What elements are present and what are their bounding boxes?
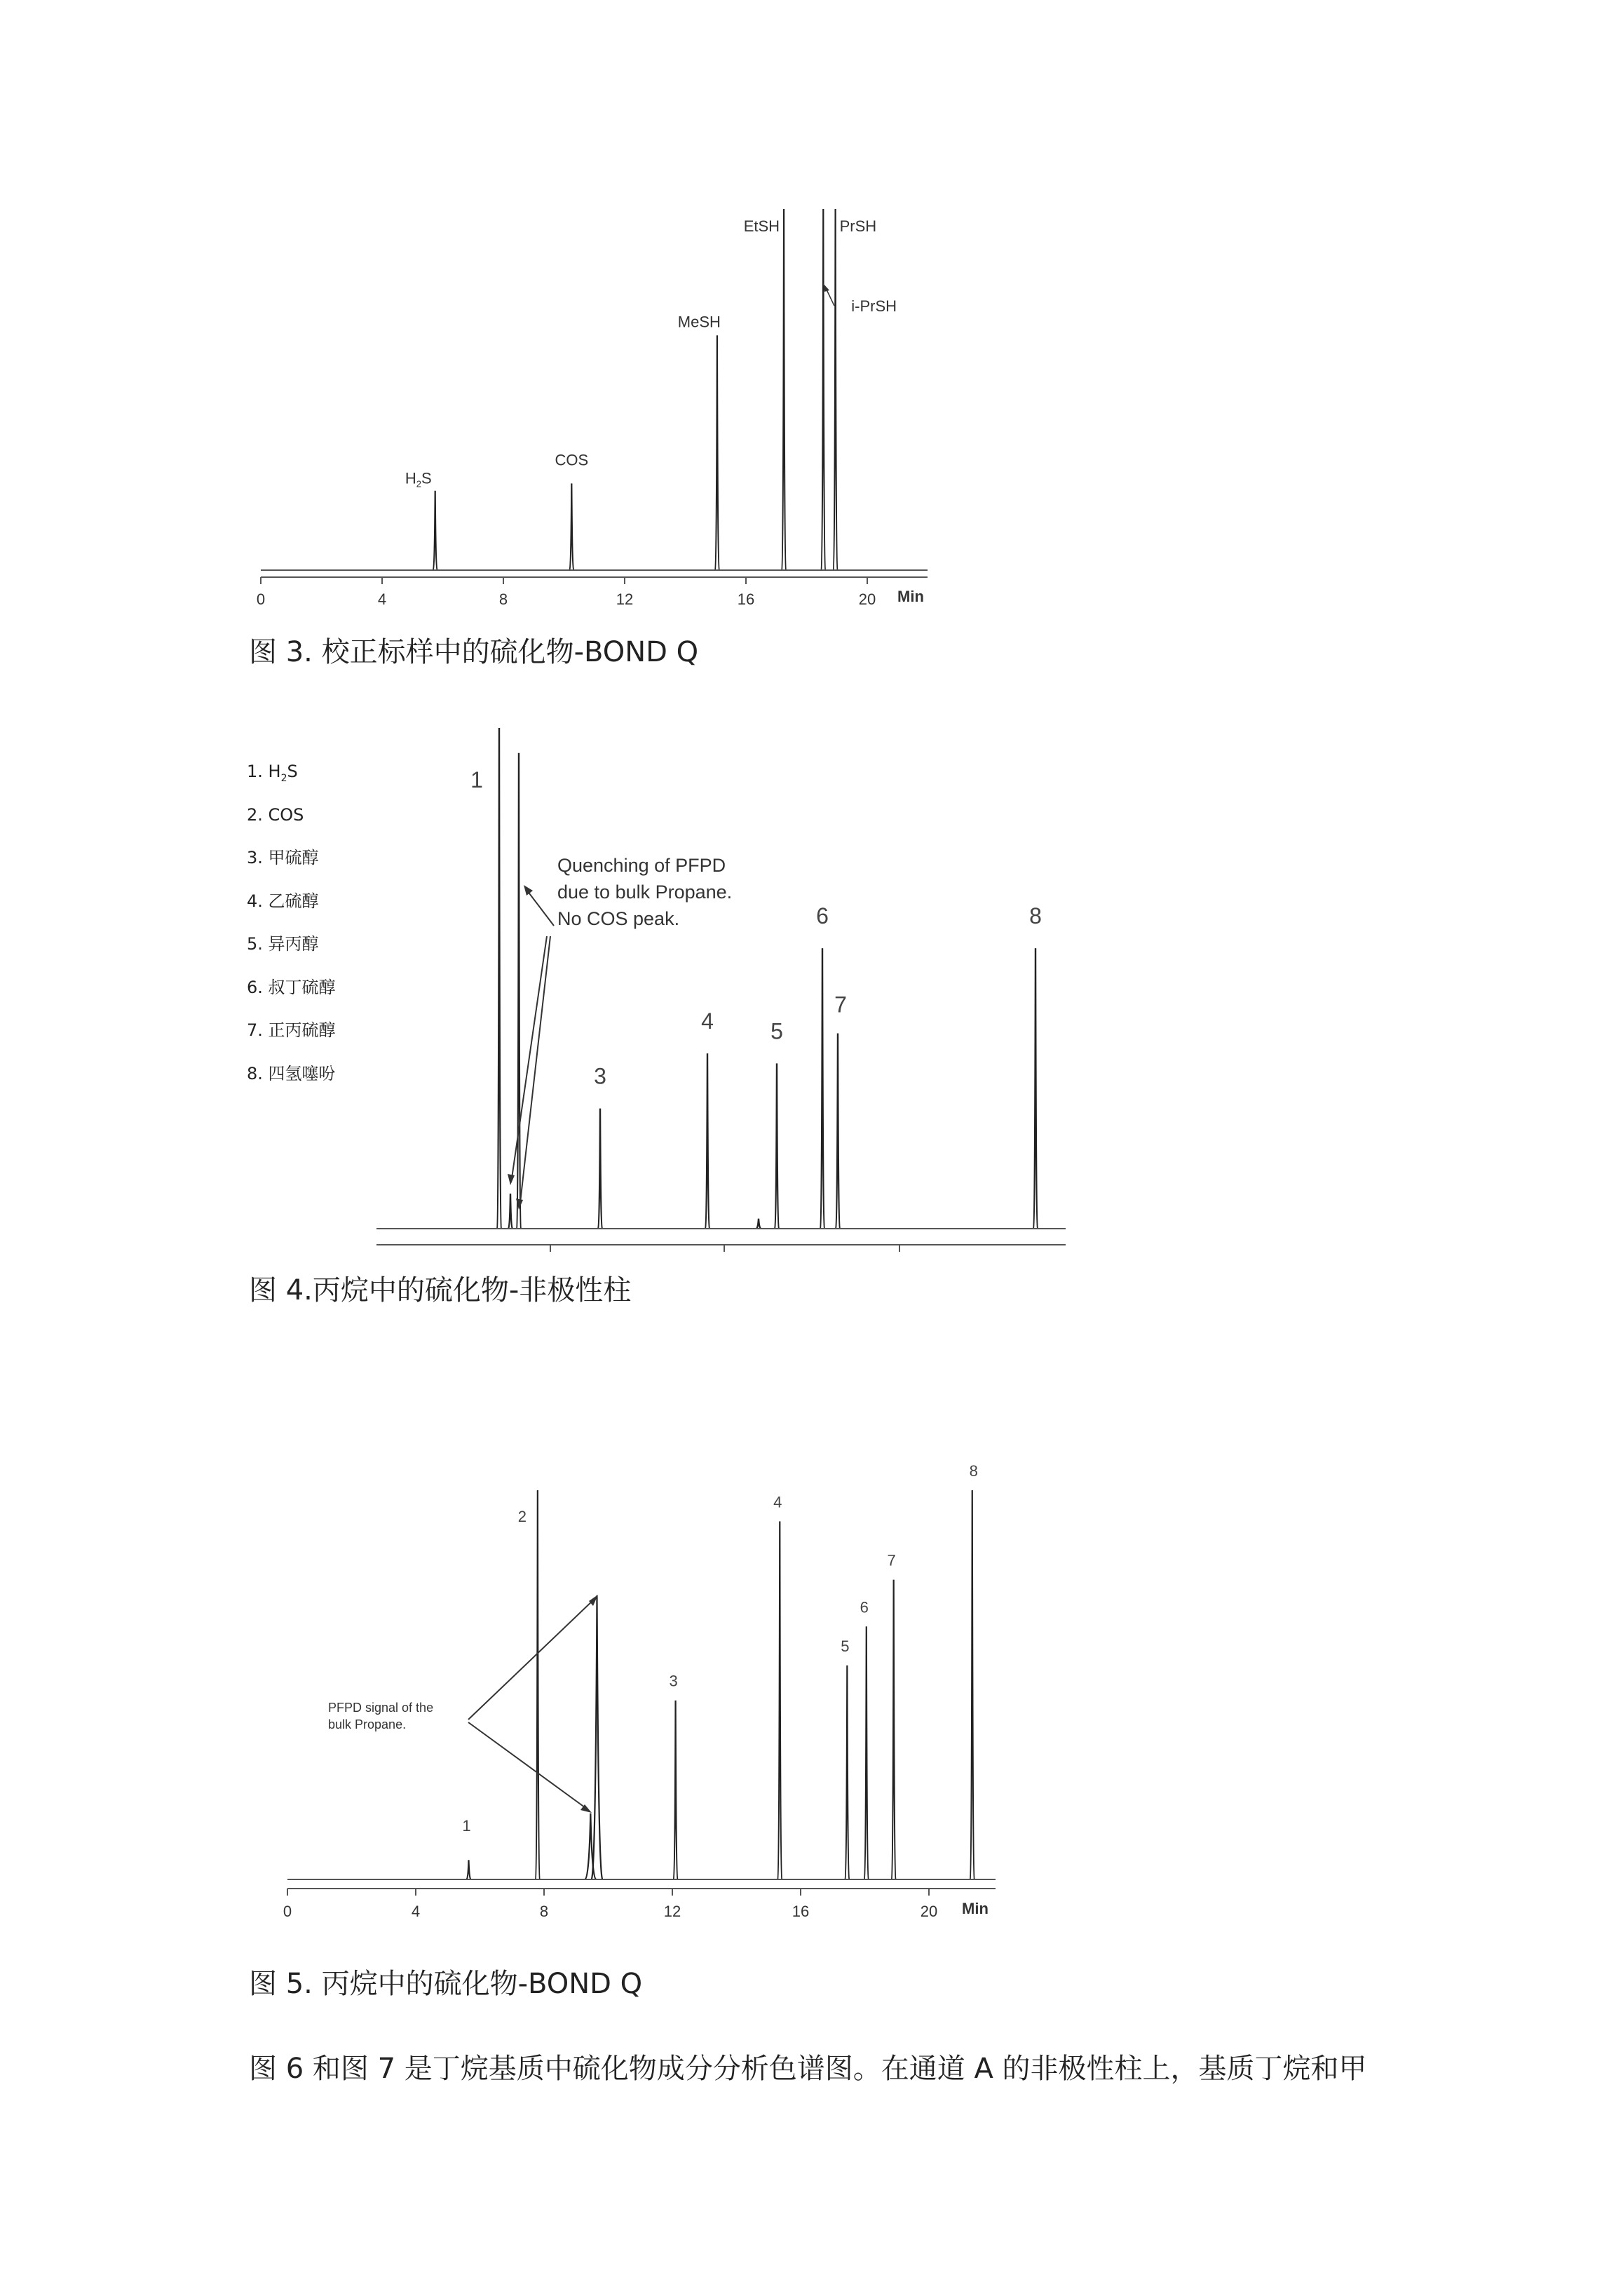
- fig3-peak-label-2: COS: [555, 451, 589, 469]
- fig4-legend-item-4: 4. 乙硫醇: [247, 891, 319, 911]
- fig5-x-tick-label-8: 8: [539, 1903, 549, 1920]
- fig4-legend: [247, 750, 336, 1095]
- fig3-peak-label-6: PrSH: [839, 217, 877, 235]
- fig4-x-ticks: [550, 1245, 899, 1252]
- fig4-peak-1: [497, 728, 501, 1229]
- fig5-peak-label-5: 5: [841, 1637, 850, 1655]
- fig5-peak-7: [845, 1666, 849, 1879]
- fig4-peak-5: [705, 1053, 709, 1229]
- fig4-peak-6: [756, 1219, 761, 1229]
- fig5-x-tick-label-12: 12: [663, 1903, 681, 1920]
- fig3-peak-2: [569, 483, 573, 570]
- fig3-peak-label-4: EtSH: [743, 217, 780, 235]
- chart-fig5: [0, 1438, 1623, 1929]
- fig5-peak-2: [536, 1490, 540, 1879]
- fig3-peak-label-3: MeSH: [677, 313, 721, 331]
- fig3-peak-label-5: i-PrSH: [851, 297, 897, 315]
- fig4-annotation-line-2: due to bulk Propane.: [557, 882, 733, 903]
- fig4-peak-4: [598, 1109, 602, 1229]
- fig5-peak-label-3: 3: [669, 1672, 678, 1690]
- fig4-legend-item-3: 3. 甲硫醇: [247, 848, 319, 867]
- fig4-peak-label-1: 1: [470, 767, 483, 792]
- fig4-peak-label-3: 3: [594, 1063, 606, 1089]
- fig5-annotation: [328, 1701, 437, 1731]
- fig4-legend-item-2: 2. COS: [247, 804, 304, 825]
- fig4-legend-item-8: 8. 四氢噻吩: [247, 1063, 336, 1083]
- fig5-peak-label-6: 6: [860, 1598, 869, 1616]
- fig3-peak-1: [433, 491, 437, 570]
- fig5-peak-5: [674, 1701, 678, 1879]
- fig5-x-tick-label-0: 0: [283, 1903, 292, 1920]
- fig4-peak-label-7: 7: [834, 992, 847, 1018]
- fig5-peak-label-1: 1: [462, 1817, 471, 1835]
- fig4-peak-label-5: 5: [770, 1018, 783, 1044]
- fig5-annotation-arrows: [468, 1599, 595, 1809]
- chart-fig3: [0, 0, 1623, 631]
- fig5-peak-8: [864, 1626, 869, 1879]
- fig3-peak-label-1: $H_2S$: [405, 469, 432, 489]
- fig4-peak-2: [508, 1194, 512, 1229]
- fig5-annotation-line-1: PFPD signal of the: [328, 1701, 434, 1715]
- fig4-legend-item-7: 7. 正丙硫醇: [247, 1020, 336, 1040]
- fig5-peak-label-4: 4: [773, 1493, 782, 1511]
- fig5-peak-6: [777, 1521, 782, 1879]
- fig3-x-tick-label-0: 0: [256, 590, 266, 608]
- fig5-peak-9: [892, 1580, 896, 1879]
- fig4-peak-label-4: 4: [701, 1008, 714, 1034]
- fig5-peak-label-8: 8: [969, 1462, 978, 1480]
- fig3-peak-4: [782, 209, 786, 570]
- fig4-legend-item-1: 1. $H_2S$: [247, 762, 298, 784]
- fig5-x-tick-label-4: 4: [411, 1903, 421, 1920]
- fig5-peak-4: [591, 1595, 602, 1879]
- fig3-peak-6: [834, 209, 838, 570]
- fig4-legend-item-5: 5. 异丙醇: [247, 934, 319, 954]
- fig5-x-tick-label-16: 16: [792, 1903, 810, 1920]
- fig3-x-tick-label-16: 16: [737, 590, 755, 608]
- fig5-caption: 图 5. 丙烷中的硫化物-BOND Q: [249, 1968, 643, 2000]
- fig4-caption: 图 4.丙烷中的硫化物-非极性柱: [249, 1274, 632, 1306]
- fig4-peak-label-6: 6: [816, 903, 829, 929]
- fig4-annotation-line-1: Quenching of PFPD: [557, 855, 726, 876]
- fig4-peak-7: [775, 1063, 779, 1229]
- fig3-peak-3: [715, 335, 719, 570]
- fig5-peak-label-2: 2: [517, 1508, 527, 1525]
- fig4-peak-3: [517, 753, 521, 1229]
- fig4-peak-9: [836, 1034, 840, 1229]
- fig5-peak-1: [466, 1860, 470, 1879]
- fig3-x-tick-label-20: 20: [858, 590, 876, 608]
- fig4-peak-10: [1033, 948, 1038, 1229]
- fig4-legend-item-6: 6. 叔丁硫醇: [247, 977, 336, 997]
- body-paragraph: 图 6 和图 7 是丁烷基质中硫化物成分分析色谱图。在通道 A 的非极性柱上，基质丁烷和甲: [249, 2053, 1367, 2085]
- fig5-x-axis-label: Min: [962, 1900, 989, 1917]
- fig3-x-tick-label-4: 4: [377, 590, 387, 608]
- fig5-peak-label-7: 7: [887, 1551, 896, 1569]
- fig5-x-tick-label-20: 20: [920, 1903, 938, 1920]
- fig3-x-tick-label-8: 8: [498, 590, 508, 608]
- fig5-peak-10: [970, 1490, 975, 1879]
- fig4-annotation-line-3: No COS peak.: [557, 908, 680, 929]
- fig3-x-axis-label: Min: [897, 588, 924, 605]
- chart-fig4: [0, 701, 1623, 1262]
- fig4-peak-8: [820, 948, 824, 1229]
- fig3-peak-5: [821, 209, 825, 570]
- fig4-peak-label-8: 8: [1029, 903, 1042, 929]
- fig3-caption: 图 3. 校正标样中的硫化物-BOND Q: [249, 636, 699, 668]
- fig5-annotation-line-2: bulk Propane.: [328, 1717, 407, 1731]
- fig3-x-tick-label-12: 12: [616, 590, 634, 608]
- fig4-annotation: [557, 855, 738, 929]
